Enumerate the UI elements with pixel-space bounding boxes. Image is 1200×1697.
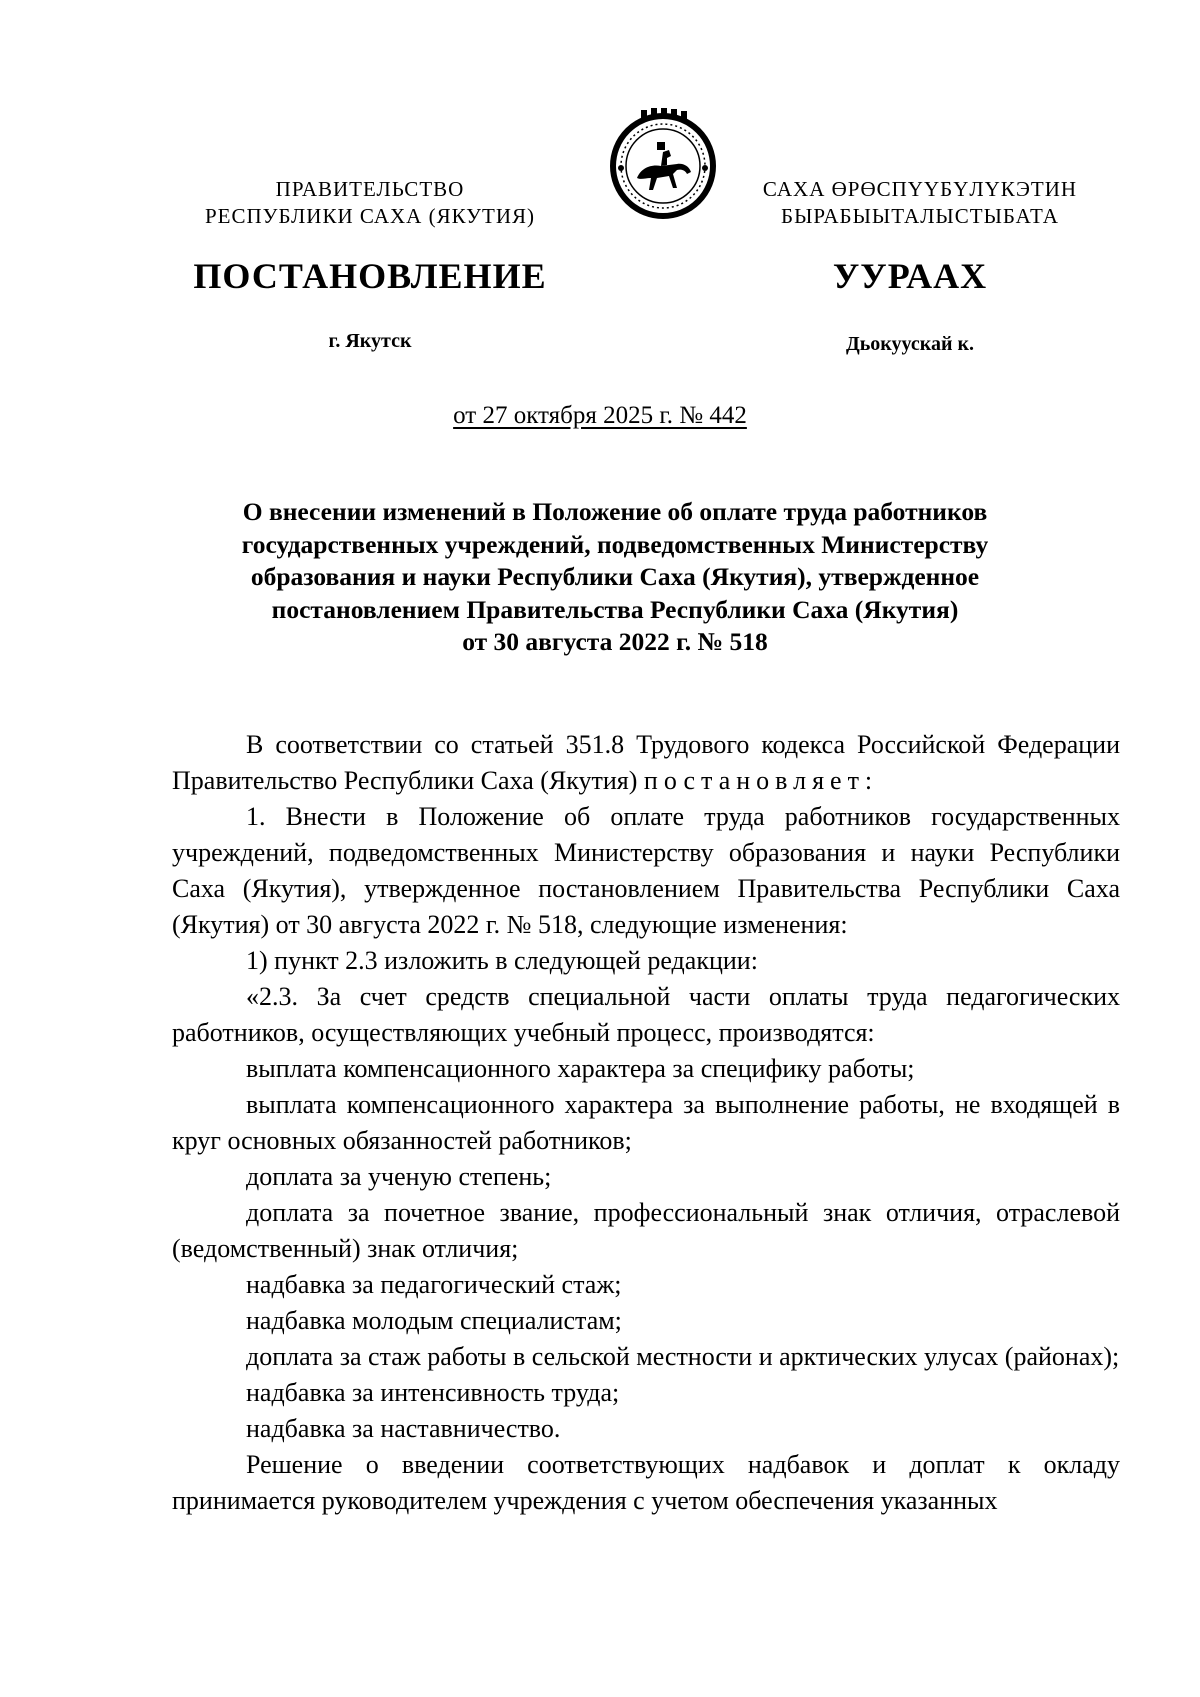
- paragraph-preamble: [172, 727, 1120, 799]
- list-item: выплата компенсационного характера за выполнение работы, не входящей в круг основных обязанностей работников;: [172, 1090, 1120, 1155]
- title-line-5: от 30 августа 2022 г. № 518: [462, 627, 768, 656]
- title-line-2: государственных учреждений, подведомственных Министерству: [241, 529, 989, 559]
- list-item: выплата компенсационного характера за специфику работы;: [246, 1054, 915, 1083]
- list-item: доплата за стаж работы в сельской местности и арктических улусах (районах);: [246, 1342, 1120, 1371]
- government-name-ru-line2: РЕСПУБЛИКИ САХА (ЯКУТИЯ): [204, 204, 536, 228]
- paragraph-subitem-1: 1) пункт 2.3 изложить в следующей редакции:: [246, 946, 758, 975]
- document-title: [170, 496, 1060, 659]
- document-type-sakha: УУРААХ: [832, 256, 988, 296]
- government-name-ru: [180, 176, 560, 230]
- list-item: доплата за ученую степень;: [246, 1162, 552, 1191]
- list-item: доплата за почетное звание, профессиональный знак отличия, отраслевой (ведомственный) знак отличия;: [172, 1198, 1120, 1263]
- paragraph-item-1: 1. Внести в Положение об оплате труда работников государственных учреждений, подведомственных Министерству образования и науки Республики Саха (Якутия), утвержденное постановлением Правительства Республики Саха (Якутия) от 30 августа 2022 г. № 518, следующие изменения:: [172, 802, 1120, 939]
- paragraph-decision: Решение о введении соответствующих надбавок и доплат к окладу принимается руководителем учреждения с учетом обеспечения указанных: [172, 1450, 1120, 1515]
- document-type-ru: ПОСТАНОВЛЕНИЕ: [193, 256, 547, 296]
- document-date-number: [300, 402, 900, 430]
- preamble-decree-word: постановляет:: [643, 766, 879, 795]
- place-sakha: Дьокуускай к.: [845, 333, 975, 355]
- government-name-sakha-line1: САХА ӨРӨСПҮҮБҮЛҮКЭТИН: [762, 177, 1078, 201]
- title-line-3: образования и науки Республики Саха (Якутия), утвержденное: [250, 562, 980, 591]
- list-item: надбавка за педагогический стаж;: [246, 1270, 622, 1299]
- preamble-text: В соответствии со статьей 351.8 Трудового кодекса Российской Федерации Правительство Республики Саха (Якутия): [172, 730, 1120, 795]
- coat-of-arms-emblem-icon: [607, 108, 719, 220]
- list-item: надбавка за интенсивность труда;: [246, 1378, 620, 1407]
- list-item: надбавка молодым специалистам;: [246, 1306, 622, 1335]
- list-item: надбавка за наставничество.: [246, 1414, 561, 1443]
- title-line-4: постановлением Правительства Республики Саха (Якутия): [271, 594, 959, 624]
- government-name-sakha-line2: БЫРАБЫЫТАЛЫСТЫБАТА: [781, 204, 1059, 228]
- government-name-ru-line1: ПРАВИТЕЛЬСТВО: [275, 177, 465, 201]
- government-name-sakha: [740, 176, 1100, 230]
- document-body: [172, 727, 1120, 1519]
- paragraph-clause-2-3: «2.3. За счет средств специальной части оплаты труда педагогических работников, осуществляющих учебный процесс, производятся:: [172, 982, 1120, 1047]
- title-line-1: О внесении изменений в Положение об оплате труда работников: [242, 497, 988, 526]
- document-date-number-text: от 27 октября 2025 г. № 442: [453, 402, 747, 429]
- place-ru: г. Якутск: [328, 330, 412, 352]
